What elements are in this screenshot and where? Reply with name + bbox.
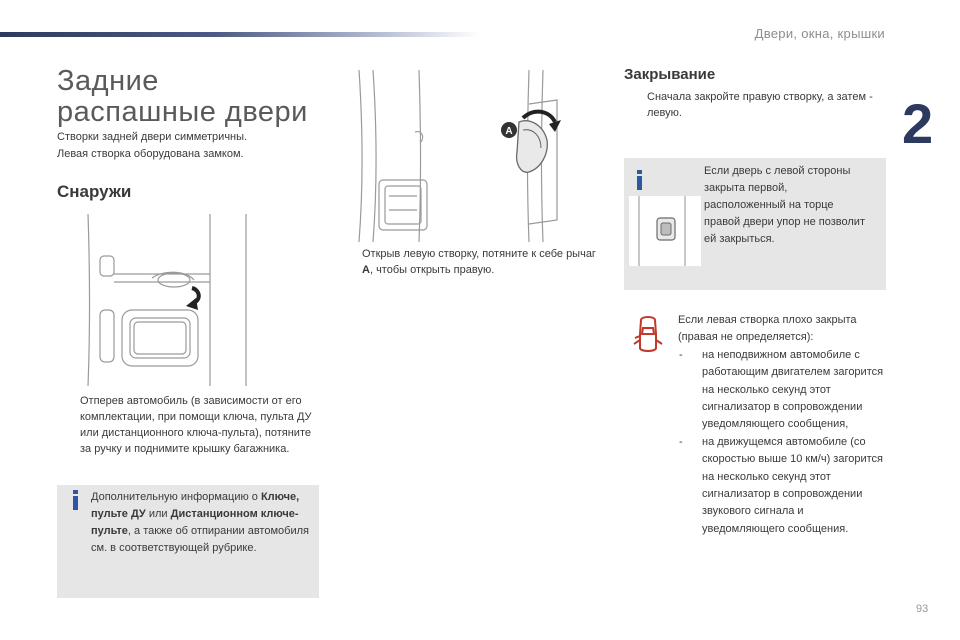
info-closing-text: Если дверь с левой стороны закрыта первой, расположенный на торце правой двери упор не позволит ей закрыться. [704,165,865,245]
door-open-warning-drawing [632,314,664,356]
page-title [57,66,308,128]
step-lever-post: , чтобы открыть правую. [369,264,495,276]
info-remote-bold1: Ключе, пульте ДУ [91,491,300,520]
info-remote-part3: , а также об отпирании автомобиля см. в соответствующей рубрике. [91,525,309,554]
info-remote-part1: Дополнительную информацию о [91,491,261,503]
section-heading-closing: Закрывание [624,66,716,83]
header-rule [0,32,480,37]
intro-text [57,129,327,163]
page-title-line1: Задние [57,65,159,97]
warning-item [678,347,888,434]
info-icon [634,170,646,190]
chapter-number: 2 [902,92,934,155]
callout-label: A [505,126,513,137]
lever-a-illustration [343,70,593,242]
step-lever-pre: Открыв левую створку, потяните к себе рычаг [362,248,596,260]
step-outside [61,393,323,457]
info-box-closing [624,158,886,290]
step-lever-text [343,246,598,278]
door-handle-drawing [86,214,300,386]
step-close-text: Сначала закройте правую створку, а затем - левую. [647,91,873,119]
chapter-title: Двери, окна, крышки [754,26,885,41]
door-open-warning-icon [632,314,664,356]
warning-item-text: на неподвижном автомобиле с работающим двигателем загорится на несколько секунд этот сигнализатор в сопровождении уведомляющего сообщения, [702,348,884,431]
warning-item-dash: - [679,348,683,361]
page-number: 93 [916,603,929,615]
step-outside-text: Отперев автомобиль (в зависимости от его комплектации, при помощи ключа, пульта ДУ или дистанционного ключа-пульта), потяните за ручку и поднимите крышку багажника. [80,395,312,455]
info-remote-part2: или [145,508,171,520]
warning-item [678,434,888,538]
warning-intro: Если левая створка плохо закрыта (правая не определяется): [678,314,857,344]
door-stop-illustration [629,196,701,266]
info-remote-text [91,489,313,557]
step-lever [343,246,598,278]
warning-item-dash: - [679,435,683,448]
intro-line2: Левая створка оборудована замком. [57,148,244,160]
info-icon [70,490,82,510]
warning-text-block [678,312,888,538]
step-lever-bold: A [362,264,370,276]
info-box-remote [57,485,319,598]
lever-drawing [343,70,593,242]
step-close [628,89,878,121]
door-stop-drawing [629,196,701,266]
section-heading-outside: Снаружи [57,182,132,201]
info-remote-bold2: Дистанционном ключе-пульте [91,508,299,537]
intro-line1: Створки задней двери симметричны. [57,131,248,143]
page-title-line2: распашные двери [57,96,308,128]
rear-door-handle-illustration [86,214,300,386]
warning-item-text: на движущемся автомобиле (со скоростью выше 10 км/ч) загорится на несколько секунд этот сигнализатор в сопровождении звукового сигнала и уведомляющего сообщения. [702,435,883,535]
